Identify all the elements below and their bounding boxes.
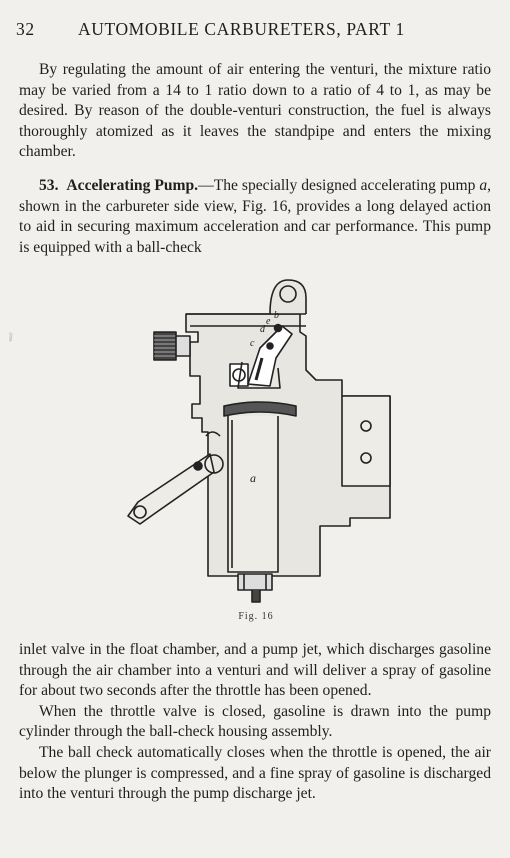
page-number: 32 [16, 19, 35, 39]
label-d: d [260, 324, 265, 335]
margin-speck [8, 331, 14, 343]
text-block-section [19, 176, 491, 258]
label-a: a [250, 471, 256, 485]
section-number: 53. [39, 177, 59, 194]
carbureter-side-view-figure [110, 276, 410, 606]
section-title: Accelerating Pump. [66, 177, 199, 194]
text-block-bottom [19, 640, 491, 805]
figure-caption: Fig. 16 [238, 611, 274, 622]
running-header [16, 19, 486, 41]
label-b: b [274, 310, 279, 321]
paragraph-ball-check: The ball check automatically closes when the throttle is opened, the air below the plunger is compressed, and a fine spray of gasoline is discharged into the venturi through the pump discharge jet. [19, 743, 491, 803]
paragraph-mixture-ratio: By regulating the amount of air entering the venturi, the mixture ratio may be varied from a 14 to 1 ratio down to a ratio of 4 to 1, as may be desired. By reason of the double-venturi construction, the fuel is always thoroughly atomized as it leaves the standpipe and enters the mixing chamber. [19, 61, 491, 161]
text-block-top [19, 60, 491, 163]
paragraph-accelerating-pump [19, 176, 491, 258]
label-e: e [266, 316, 271, 327]
paragraph-throttle-closed: When the throttle valve is closed, gasoline is drawn into the pump cylinder through the ball-check housing assembly. [19, 702, 491, 741]
label-c: c [250, 338, 255, 349]
section-text-end: , shown in the carbureter side view, Fig. 16, provides a long delayed action to aid in securing maximum acceleration and car performance. This pump is equipped with a ball-check [19, 177, 492, 256]
paragraph-continued: inlet valve in the float chamber, and a pump jet, which discharges gasoline through the air chamber into a venturi and will deliver a spray of gasoline for about two seconds after the throttle has been opened. [19, 641, 491, 700]
section-text-start: —The specially designed accelerating pump [198, 177, 480, 194]
running-title: AUTOMOBILE CARBURETERS, PART 1 [78, 19, 405, 39]
pump-letter: a [479, 177, 488, 194]
